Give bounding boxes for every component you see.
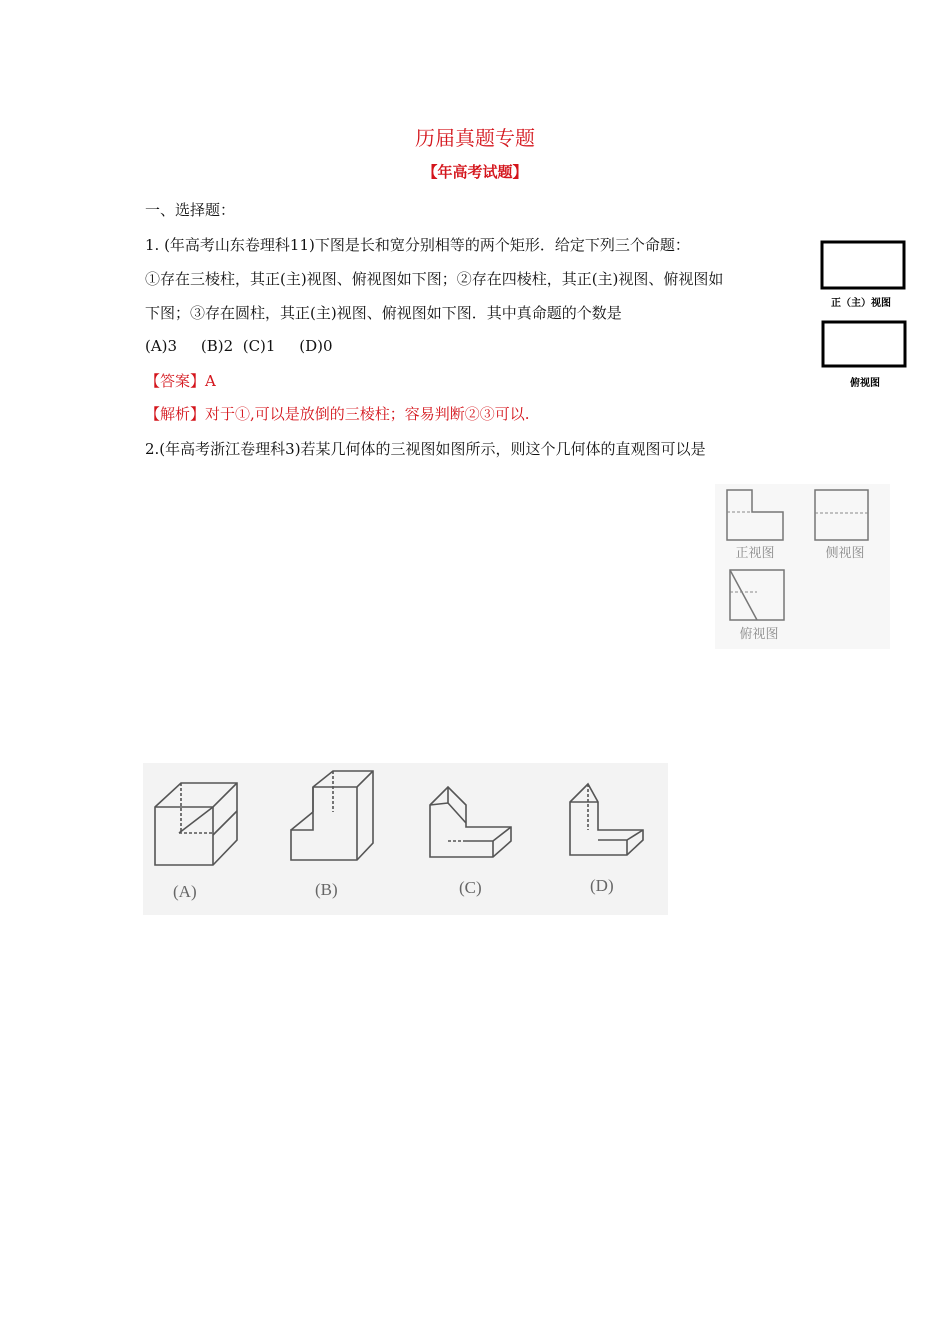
front-view-rect	[822, 242, 904, 288]
analysis-tag: 【解析】	[145, 405, 206, 423]
section-heading: 一、选择题：	[145, 201, 236, 219]
top-view-rect	[823, 322, 905, 366]
analysis-text: 对于①,可以是放倒的三棱柱；容易判断②③可以.	[205, 405, 530, 423]
front-view-label: 正（主）视图	[831, 298, 891, 309]
q1-analysis	[145, 403, 530, 424]
q1-figure	[815, 236, 915, 396]
top-view-label: 俯视图	[850, 378, 880, 389]
side-view-label: 侧视图	[825, 546, 865, 561]
choices-figure	[143, 745, 668, 915]
q1-answer	[145, 370, 216, 391]
choice-a-label: (A)	[173, 882, 197, 901]
q1-line-3: 下图；③存在圆柱，其正(主)视图、俯视图如下图．其中真命题的个数是	[145, 304, 622, 322]
q1-line-2: ①存在三棱柱，其正(主)视图、俯视图如下图；②存在四棱柱，其正(主)视图、俯视图如	[145, 270, 724, 288]
choice-c-label: (C)	[459, 878, 482, 897]
top-view-label: 俯视图	[739, 627, 779, 642]
q2-line-1: 2.(年高考浙江卷理科3)若某几何体的三视图如图所示，则这个几何体的直观图可以是	[145, 440, 706, 458]
q1-line-1: 1. (年高考山东卷理科11)下图是长和宽分别相等的两个矩形．给定下列三个命题：	[145, 236, 690, 254]
page-subtitle: 【年高考试题】	[422, 163, 528, 181]
q1-options: (A)3 (B)2 (C)1 (D)0	[145, 337, 333, 355]
choice-d-label: (D)	[590, 876, 614, 895]
answer-tag: 【答案】	[145, 372, 206, 390]
front-view-label: 正视图	[735, 546, 775, 561]
page-title: 历届真题专题	[415, 126, 535, 150]
choice-b-label: (B)	[315, 880, 338, 899]
answer-value: A	[205, 372, 216, 390]
three-views-figure	[715, 484, 890, 649]
